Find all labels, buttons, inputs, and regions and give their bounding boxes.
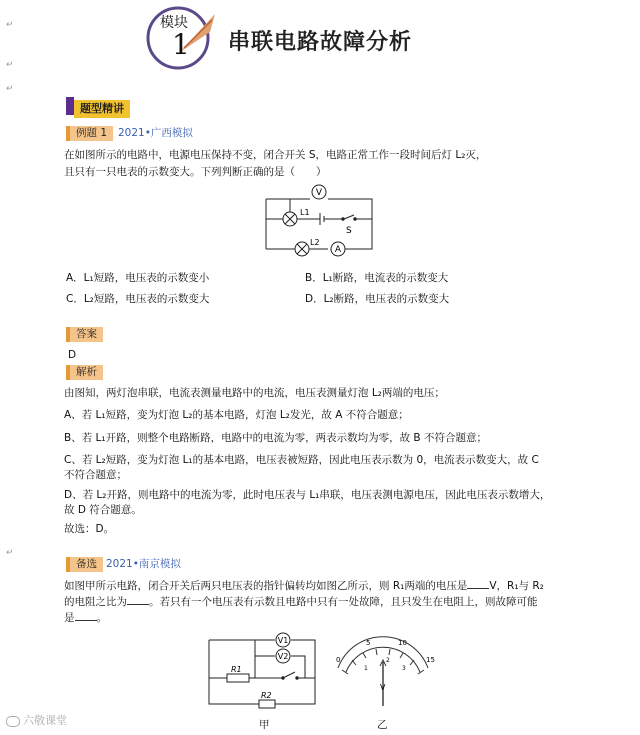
circuit-diagram-2 — [205, 628, 320, 716]
analysis-a: A、若 L₁短路，变为灯泡 L₂的基本电路，灯泡 L₂发光，故 A 不符合题意； — [64, 409, 409, 421]
backup-tag: 备选 — [66, 557, 103, 572]
ammeter-label: A — [334, 245, 342, 255]
backup-line-1: 如图甲所示电路，闭合开关后两只电压表的指针偏转均如图乙所示，则 R₁两端的电压是 V，R₁与 R₂ — [64, 580, 544, 592]
answer-blank[interactable] — [467, 578, 489, 589]
margin-mark: ↵ — [6, 548, 14, 558]
l1-label: L1 — [300, 208, 310, 217]
question-line: 在如图所示的电路中，电源电压保持不变，闭合开关 S，电路正常工作一段时间后灯 L₂灭， — [64, 149, 487, 161]
option-d: D．L₂断路，电压表的示数变大 — [305, 293, 450, 305]
tick-label: 1 — [364, 665, 368, 672]
backup-line-2: 的电阻之比为 。若只有一个电压表有示数且电路中只有一处故障，且只发生在电阻上，则故障可能 — [64, 596, 538, 608]
option-b: B．L₁断路，电流表的示数变大 — [305, 272, 449, 284]
watermark: 六敬课堂 — [6, 712, 67, 728]
backup-source: 2021•南京模拟 — [106, 558, 181, 570]
tick-label: 2 — [386, 657, 390, 664]
caption-right: 乙 — [377, 719, 388, 731]
page-title: 串联电路故障分析 — [228, 30, 413, 55]
option-a: A．L₁短路，电压表的示数变小 — [66, 272, 210, 284]
answer-blank[interactable] — [75, 610, 97, 621]
v1-label: V1 — [277, 636, 289, 645]
analysis-conclusion: 故选：D。 — [64, 523, 115, 535]
analysis-d1: D、若 L₂开路，则电路中的电流为零，此时电压表与 L₁串联，电压表测电源电压，因此电压表示数增大， — [64, 489, 551, 501]
voltmeter-label: V — [315, 188, 323, 198]
analysis-intro: 由图知，两灯泡串联，电流表测量电路中的电流，电压表测量灯泡 L₂两端的电压； — [64, 387, 445, 399]
l2-label: L2 — [310, 238, 320, 247]
tick-label: 10 — [398, 639, 407, 647]
caption-left: 甲 — [259, 719, 270, 731]
resistor-r2 — [259, 700, 275, 708]
resistor-r1 — [227, 674, 249, 682]
section-title: 题型精讲 — [66, 97, 130, 115]
tick-label: 3 — [402, 665, 406, 672]
tick-label: 0 — [336, 656, 341, 664]
backup-line-3: 是 。 — [64, 612, 107, 624]
option-c: C．L₂短路，电压表的示数变大 — [66, 293, 210, 305]
badge-number: 1 — [172, 28, 190, 61]
example-tag: 例题 1 — [66, 126, 113, 141]
question-line: 且只有一只电表的示数变大。下列判断正确的是（ ） — [64, 166, 327, 178]
chat-icon — [6, 716, 20, 727]
voltmeter-dial — [328, 628, 438, 710]
analysis-c2: 不符合题意； — [64, 469, 127, 481]
r1-label: R1 — [231, 665, 242, 674]
v2-label: V2 — [277, 652, 289, 661]
switch-label: S — [346, 226, 352, 236]
tick-label: 5 — [366, 639, 371, 647]
badge-label: 模块 — [160, 15, 188, 31]
circuit-diagram-1 — [262, 183, 377, 263]
answer-blank[interactable] — [127, 594, 149, 605]
margin-mark: ↵ — [6, 84, 14, 94]
tick-label: 15 — [426, 656, 435, 664]
unit-label: V — [380, 683, 386, 692]
example-source: 2021•广西模拟 — [118, 127, 193, 139]
analysis-b: B、若 L₁开路，则整个电路断路，电路中的电流为零，两表示数均为零，故 B 不符合题意； — [64, 432, 487, 444]
analysis-tag: 解析 — [66, 365, 103, 380]
margin-mark: ↵ — [6, 20, 14, 30]
analysis-d2: 故 D 符合题意。 — [64, 504, 142, 516]
r2-label: R2 — [261, 691, 272, 700]
answer-tag: 答案 — [66, 327, 103, 342]
answer-value: D — [68, 349, 77, 361]
analysis-c1: C、若 L₂短路，变为灯泡 L₁的基本电路，电压表被短路，因此电压表示数为 0，电流表示数变大，故 C — [64, 454, 539, 466]
margin-mark: ↵ — [6, 60, 14, 70]
